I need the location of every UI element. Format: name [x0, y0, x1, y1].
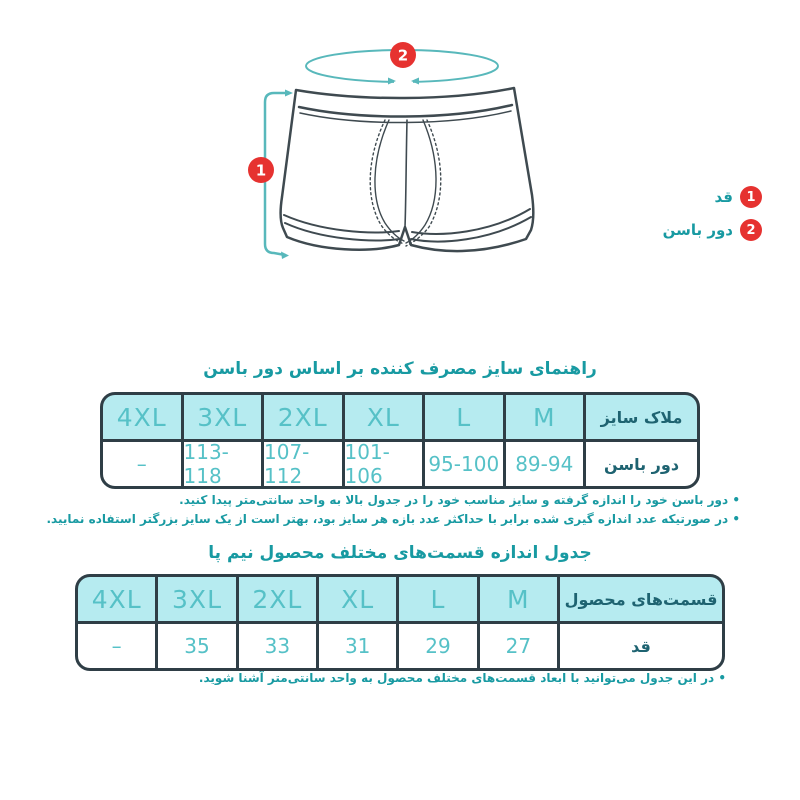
height-value-2xl: 33 — [239, 624, 316, 668]
height-value-3xl: 35 — [158, 624, 235, 668]
column-header-size-criterion: ملاک سایز — [586, 395, 697, 439]
column-header-product-parts: قسمت‌های محصول — [560, 577, 722, 621]
row-label-hip-circumference: دور باسن — [586, 442, 697, 486]
measurement-legend — [663, 186, 762, 241]
dim-size-header-2xl: 2XL — [239, 577, 316, 621]
boxer-illustration — [281, 88, 534, 251]
note-line: • دور باسن خود را اندازه گرفته و سایز مناسب خود را در جدول بالا به واحد سانتی‌متر پیدا کنید. — [179, 493, 740, 507]
size-header-3xl: 3XL — [184, 395, 262, 439]
svg-text:1: 1 — [255, 161, 267, 180]
badge-1 — [248, 157, 274, 183]
size-header-4xl: 4XL — [103, 395, 181, 439]
dim-size-header-l: L — [399, 577, 476, 621]
hip-value-2xl: 107-112 — [264, 442, 342, 486]
row-label-height: قد — [560, 624, 722, 668]
size-header-l: L — [425, 395, 503, 439]
hip-value-4xl: – — [103, 442, 181, 486]
legend-label-hip: دور باسن — [662, 221, 733, 239]
dim-size-header-m: M — [480, 577, 557, 621]
dim-size-header-4xl: 4XL — [78, 577, 155, 621]
measurement-diagram — [0, 25, 800, 325]
size-guide-title: راهنمای سایز مصرف کننده بر اساس دور باسن — [203, 359, 597, 379]
height-value-l: 29 — [399, 624, 476, 668]
legend-item-height — [715, 186, 763, 208]
height-value-m: 27 — [480, 624, 557, 668]
note-line: • در صورتیکه عدد اندازه گیری شده برابر با حداکثر عدد بازه هر سایز بود، بهتر است از یک سایز بزرگتر استفاده نمایید. — [46, 512, 740, 527]
height-value-xl: 31 — [319, 624, 396, 668]
legend-badge-2: 2 — [740, 219, 762, 241]
height-value-4xl: – — [78, 624, 155, 668]
dimensions-table-title: جدول اندازه قسمت‌های مختلف محصول نیم پا — [208, 543, 592, 563]
dim-size-header-3xl: 3XL — [158, 577, 235, 621]
dim-size-header-xl: XL — [319, 577, 396, 621]
size-header-2xl: 2XL — [264, 395, 342, 439]
size-guide-notes — [46, 491, 740, 529]
note-line: • در این جدول می‌توانید با ابعاد قسمت‌های مختلف محصول به واحد سانتی‌متر آشنا شوید. — [198, 671, 726, 685]
badge-2 — [390, 42, 416, 68]
svg-text:2: 2 — [397, 46, 409, 65]
hip-value-3xl: 113-118 — [184, 442, 262, 486]
size-header-m: M — [506, 395, 584, 439]
legend-badge-1: 1 — [740, 186, 762, 208]
dimensions-table-notes — [199, 669, 726, 688]
size-header-xl: XL — [345, 395, 423, 439]
dimensions-table — [75, 574, 725, 671]
size-guide-table — [100, 392, 700, 489]
legend-label-height: قد — [714, 188, 733, 206]
hip-value-xl: 101-106 — [345, 442, 423, 486]
hip-value-m: 89-94 — [506, 442, 584, 486]
legend-item-hip — [663, 219, 762, 241]
hip-value-l: 95-100 — [425, 442, 503, 486]
